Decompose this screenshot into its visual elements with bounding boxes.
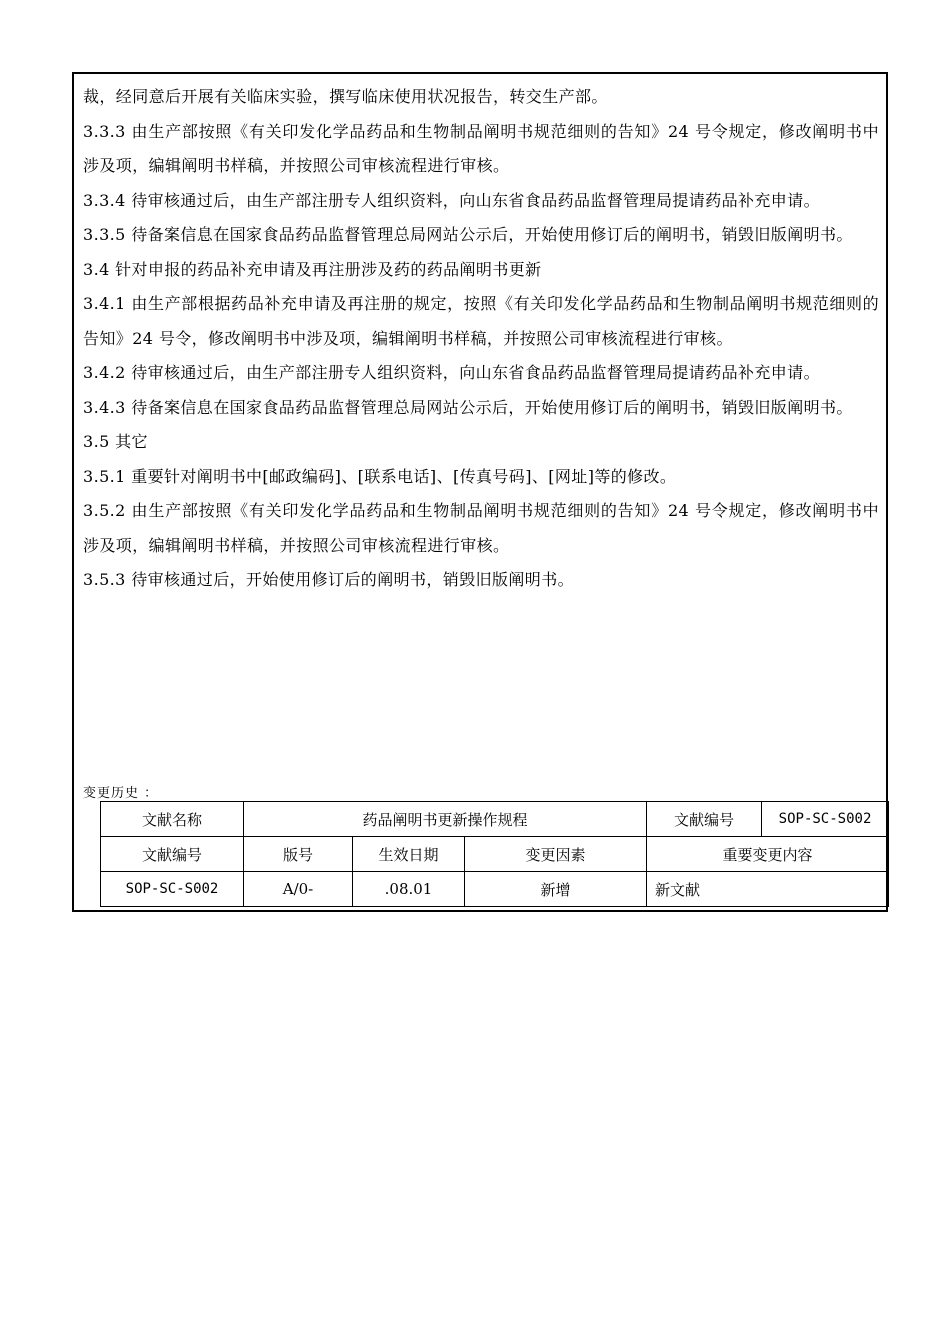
doc-number-label: 文献编号: [647, 802, 762, 837]
document-frame: [72, 72, 888, 912]
table-row: [101, 872, 889, 907]
paragraph: 3.4.1 由生产部根据药品补充申请及再注册的规定，按照《有关印发化学品药品和生物制品阐明书规范细则的告知》24 号令，修改阐明书中涉及项，编辑阐明书样稿，并按照公司审核流程进行审核。: [83, 294, 879, 348]
paragraph: 3.4.2 待审核通过后，由生产部注册专人组织资料，向山东省食品药品监督管理局提请药品补充申请。: [83, 363, 820, 382]
paragraph: 3.5.1 重要针对阐明书中[邮政编码]、[联系电话]、[传真号码]、[网址]等的修改。: [83, 466, 677, 486]
column-header: 文献编号: [101, 837, 244, 872]
table-cell: SOP-SC-S002: [101, 872, 244, 907]
paragraph: 3.4.3 待备案信息在国家食品药品监督管理总局网站公示后，开始使用修订后的阐明书，销毁旧版阐明书。: [83, 397, 853, 417]
doc-name-label: 文献名称: [101, 802, 244, 837]
change-history-label: 变更历史 ：: [83, 786, 159, 801]
document-body: [83, 80, 879, 598]
section-heading: 3.5 其它: [83, 432, 148, 451]
table-cell: 新增: [465, 872, 647, 907]
column-header: 生效日期: [353, 837, 465, 872]
paragraph: 3.5.2 由生产部按照《有关印发化学品药品和生物制品阐明书规范细则的告知》24 号令规定，修改阐明书中涉及项，编辑阐明书样稿，并按照公司审核流程进行审核。: [83, 501, 879, 555]
change-history-table: [100, 801, 889, 907]
paragraph: 3.3.5 待备案信息在国家食品药品监督管理总局网站公示后，开始使用修订后的阐明书，销毁旧版阐明书。: [83, 225, 853, 244]
doc-name: 药品阐明书更新操作规程: [244, 802, 647, 837]
table-cell: .08.01: [353, 872, 465, 907]
paragraph: 3.3.3 由生产部按照《有关印发化学品药品和生物制品阐明书规范细则的告知》24 号令规定，修改阐明书中涉及项，编辑阐明书样稿，并按照公司审核流程进行审核。: [83, 121, 879, 175]
table-cell: 新文献: [647, 872, 889, 907]
paragraph: 3.3.4 待审核通过后，由生产部注册专人组织资料，向山东省食品药品监督管理局提请药品补充申请。: [83, 190, 820, 210]
table-row: [101, 802, 889, 837]
paragraph: 裁，经同意后开展有关临床实验，撰写临床使用状况报告，转交生产部。: [83, 87, 608, 106]
table-cell: A/0-: [244, 872, 353, 907]
paragraph: 3.5.3 待审核通过后，开始使用修订后的阐明书，销毁旧版阐明书。: [83, 570, 574, 589]
column-header: 重要变更内容: [647, 837, 889, 872]
column-header: 变更因素: [465, 837, 647, 872]
section-heading: 3.4 针对申报的药品补充申请及再注册涉及药的药品阐明书更新: [83, 259, 542, 279]
doc-number: SOP-SC-S002: [762, 802, 889, 837]
table-header-row: [101, 837, 889, 872]
column-header: 版号: [244, 837, 353, 872]
